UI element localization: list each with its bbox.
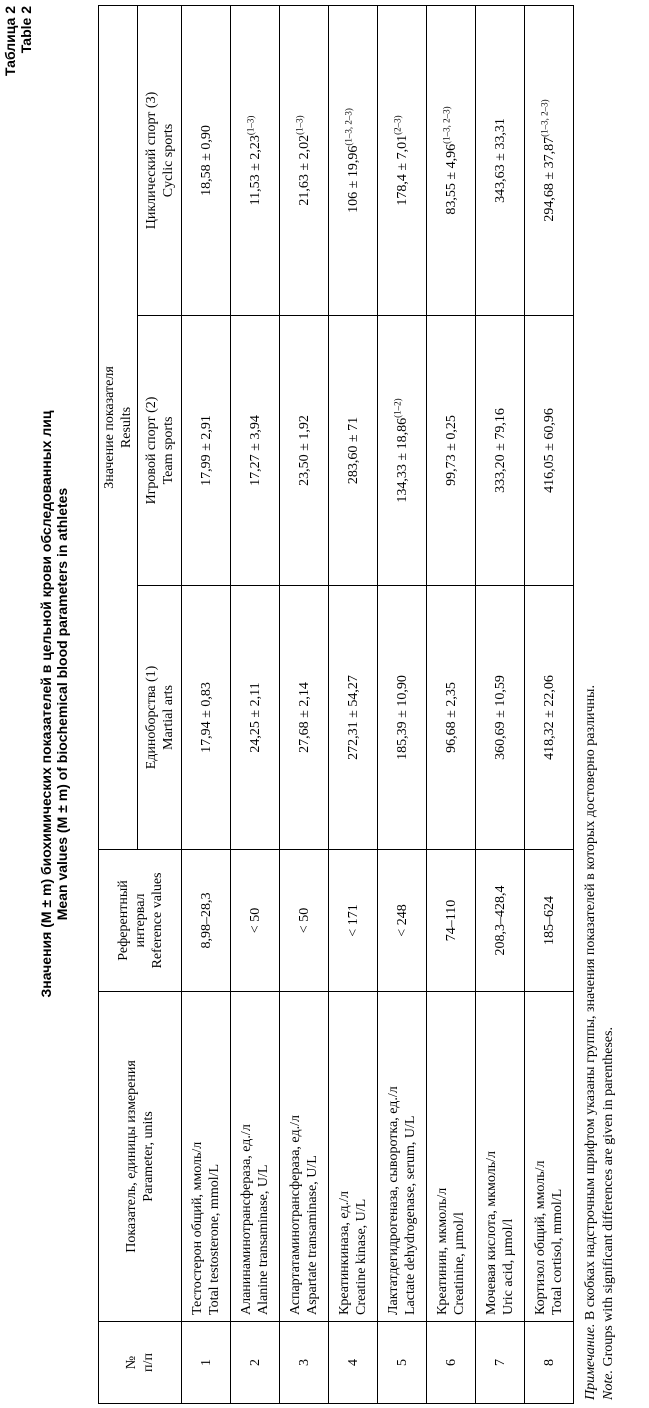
row-group-2: 283,60 ± 71 [329, 316, 378, 586]
row-parameter [378, 992, 427, 1322]
row-number: 3 [280, 1322, 329, 1404]
row-parameter [182, 992, 231, 1322]
header-group-3: Циклический спорт (3) Cyclic sports [138, 5, 182, 315]
note-en: Note. Groups with significant differences are given in parentheses. [601, 1027, 616, 1400]
significance-mark: (1–2) [391, 398, 402, 418]
row-group-3: $178,4 \pm 7,01^{(2-3)}$ [378, 5, 427, 315]
row-group-2: 17,27 ± 3,94 [231, 316, 280, 586]
table-title-en: Mean values (M ± m) of biochemical blood parameters in athletes [54, 487, 70, 921]
table-number-en: Table 2 [18, 6, 34, 54]
table-row [280, 5, 329, 1403]
header-group-2: Игровой спорт (2) Team sports [138, 316, 182, 586]
row-reference: < 50 [280, 850, 329, 992]
parameter-en: Total cortisol, mmol/L [550, 1188, 565, 1315]
significance-mark: (1–3, 2–3) [538, 99, 549, 137]
parameter-ru: Кортизол общий, ммоль/л [533, 1160, 548, 1315]
row-group-3: $21,63 \pm 2,02^{(1-3)}$ [280, 5, 329, 315]
significance-mark: (2–3) [391, 115, 402, 135]
row-number: 7 [476, 1322, 525, 1404]
table-note [582, 685, 618, 1400]
header-reference: Референтный интервал Reference values [99, 850, 182, 992]
parameter-en: Creatine kinase, U/L [354, 1198, 369, 1315]
row-group-3: $11,53 \pm 2,23^{(1-3)}$ [231, 5, 280, 315]
row-parameter [329, 992, 378, 1322]
parameter-ru: Креатинкиназа, ед./л [337, 1191, 352, 1315]
note-ru: Примечание. В скобках надстрочным шрифтом указаны группы, значения показателей в которых достоверно различны. [583, 685, 598, 1400]
significance-mark: (1–3, 2–3) [342, 108, 353, 146]
row-reference: 8,98–28,3 [182, 850, 231, 992]
row-number: 4 [329, 1322, 378, 1404]
row-reference: < 248 [378, 850, 427, 992]
table-row [427, 5, 476, 1403]
row-number: 1 [182, 1322, 231, 1404]
row-reference: 185–624 [525, 850, 574, 992]
row-group-3: 343,63 ± 33,31 [476, 5, 525, 315]
row-group-1: 185,39 ± 10,90 [378, 586, 427, 850]
row-group-1: 17,94 ± 0,83 [182, 586, 231, 850]
table-row [378, 5, 427, 1403]
row-number: 8 [525, 1322, 574, 1404]
table-row [476, 5, 525, 1403]
table-body [182, 5, 574, 1403]
parameter-ru: Аспартатаминотрансфераза, ед./л [288, 1115, 303, 1315]
parameter-en: Aspartate transaminase, U/L [305, 1155, 320, 1315]
row-group-2: 333,20 ± 79,16 [476, 316, 525, 586]
row-group-3: $294,68 \pm 37,87^{(1-3, 2-3)}$ [525, 5, 574, 315]
row-reference: 74–110 [427, 850, 476, 992]
parameter-ru: Тестостерон общий, ммоль/л [190, 1141, 205, 1315]
row-parameter [280, 992, 329, 1322]
header-group-1: Единоборства (1) Martial arts [138, 586, 182, 850]
header-number: № п/п [99, 1322, 182, 1404]
parameter-ru: Мочевая кислота, мкмоль/л [484, 1151, 499, 1315]
parameter-ru: Креатинин, мкмоль/л [435, 1187, 450, 1315]
table-row [182, 5, 231, 1403]
row-group-1: 272,31 ± 54,27 [329, 586, 378, 850]
header-results: Значение показателя Results [99, 5, 138, 849]
parameter-ru: Лактатдегидрогеназа, сыворотка, ед./л [386, 1086, 401, 1315]
row-group-3: $106 \pm 19,96^{(1-3, 2-3)}$ [329, 5, 378, 315]
significance-mark: (1–3) [293, 115, 304, 135]
table-row [329, 5, 378, 1403]
row-group-1: 96,68 ± 2,35 [427, 586, 476, 850]
row-group-2: $134,33 \pm 18,86^{(1-2)}$ [378, 316, 427, 586]
row-group-2: 17,99 ± 2,91 [182, 316, 231, 586]
table-row [525, 5, 574, 1403]
header-parameter: Показатель, единицы измерения Parameter, units [99, 992, 182, 1322]
row-group-2: 23,50 ± 1,92 [280, 316, 329, 586]
row-number: 2 [231, 1322, 280, 1404]
parameter-en: Creatinine, µmol/l [452, 1212, 467, 1315]
row-reference: < 50 [231, 850, 280, 992]
row-group-1: 418,32 ± 22,06 [525, 586, 574, 850]
row-group-3: $83,55 \pm 4,96^{(1-3, 2-3)}$ [427, 5, 476, 315]
parameter-en: Alanine transaminase, U/L [256, 1164, 271, 1315]
row-parameter [427, 992, 476, 1322]
row-group-1: 27,68 ± 2,14 [280, 586, 329, 850]
table-number [2, 6, 34, 76]
row-reference: < 171 [329, 850, 378, 992]
table-number-ru: Таблица 2 [2, 6, 18, 77]
results-table [98, 5, 574, 1404]
significance-mark: (1–3, 2–3) [440, 106, 451, 144]
significance-mark: (1–3) [244, 115, 255, 136]
parameter-en: Total testosterone, mmol/L [207, 1163, 222, 1315]
table-row [231, 5, 280, 1403]
row-number: 5 [378, 1322, 427, 1404]
row-group-3: 18,58 ± 0,90 [182, 5, 231, 315]
row-parameter [231, 992, 280, 1322]
parameter-ru: Аланинаминотрансфераза, ед./л [239, 1124, 254, 1315]
parameter-en: Uric acid, µmol/l [501, 1218, 516, 1315]
row-reference: 208,3–428,4 [476, 850, 525, 992]
table-title-ru: Значения (M ± m) биохимических показателей в цельной крови обследованных лиц [38, 410, 54, 998]
row-number: 6 [427, 1322, 476, 1404]
parameter-en: Lactate dehydrogenase, serum, U/L [403, 1115, 418, 1315]
row-parameter [476, 992, 525, 1322]
row-group-1: 24,25 ± 2,11 [231, 586, 280, 850]
table-title [38, 0, 70, 1408]
row-group-1: 360,69 ± 10,59 [476, 586, 525, 850]
row-group-2: 416,05 ± 60,96 [525, 316, 574, 586]
row-parameter [525, 992, 574, 1322]
row-group-2: 99,73 ± 0,25 [427, 316, 476, 586]
